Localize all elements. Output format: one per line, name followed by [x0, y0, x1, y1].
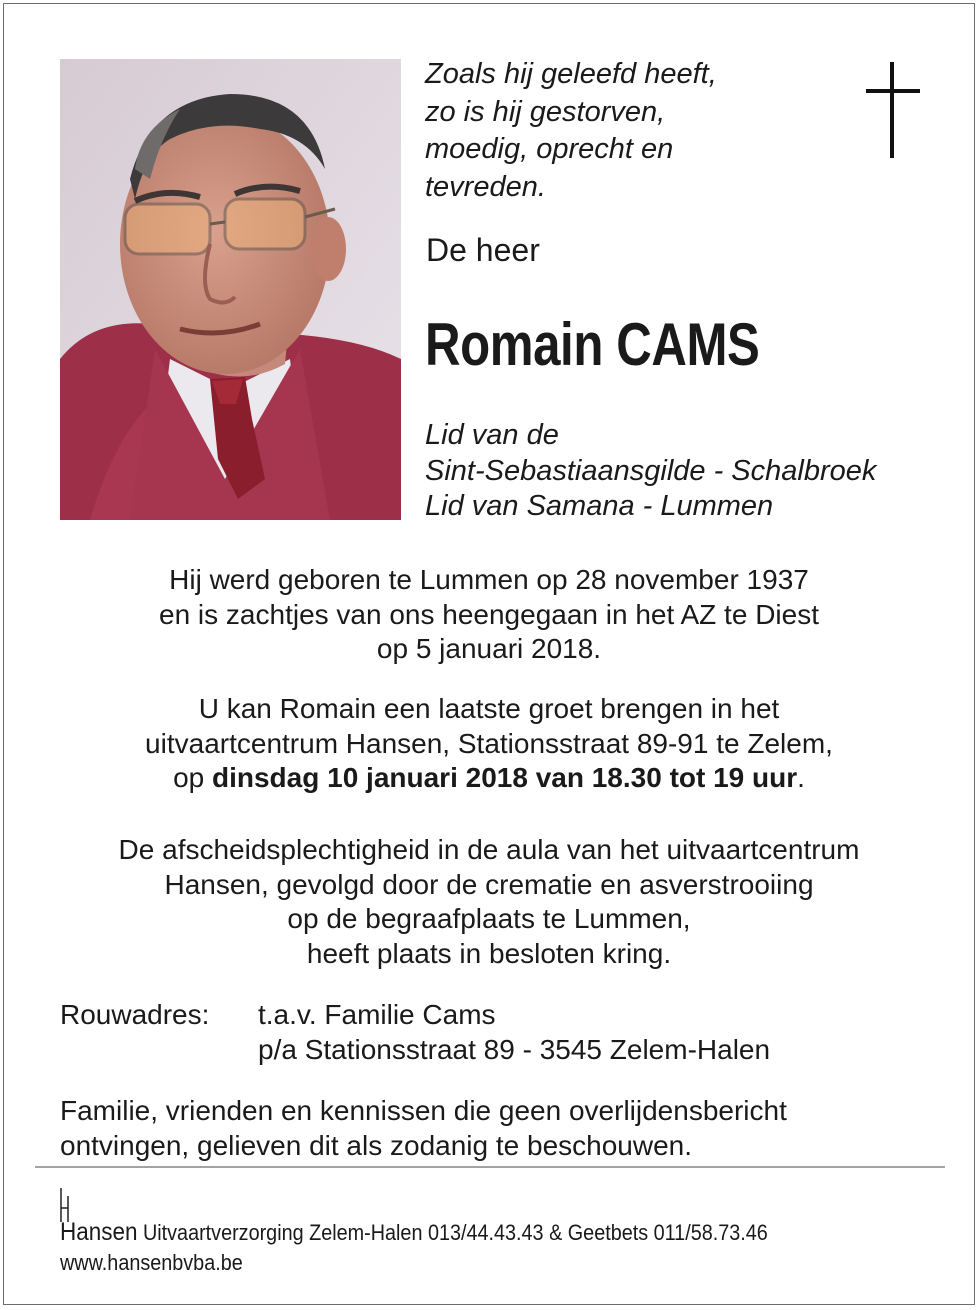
poem-line: Zoals hij geleefd heeft, [425, 58, 717, 90]
birth-death-paragraph [30, 563, 948, 667]
footer-contact [60, 1217, 768, 1248]
poem-quote [425, 56, 717, 206]
visit-date-line [30, 761, 948, 796]
birth-line: op 5 januari 2018. [376, 633, 602, 664]
notice-line: Familie, vrienden en kennissen die geen overlijdensbericht [60, 1095, 787, 1126]
poem-line: zo is hij gestorven, [425, 95, 666, 128]
address-block [258, 998, 770, 1067]
honorific: De heer [426, 232, 540, 268]
visit-suffix: . [797, 762, 805, 793]
deceased-name: Romain CAMS [425, 311, 760, 378]
membership-line: Lid van de [425, 419, 559, 451]
ceremony-line: De afscheidsplechtigheid in de aula van het uitvaartcentrum [118, 834, 860, 865]
address-label: Rouwadres: [60, 999, 210, 1030]
ceremony-line: heeft plaats in besloten kring. [306, 937, 672, 969]
cross-icon [890, 62, 894, 158]
address-line: p/a Stationsstraat 89 - 3545 Zelem-Halen [258, 1033, 771, 1065]
poem-line: tevreden. [425, 170, 546, 203]
membership-line: Sint-Sebastiaansgilde - Schalbroek [425, 454, 877, 487]
notice-line: ontvingen, gelieven dit als zodanig te beschouwen. [60, 1129, 692, 1161]
memberships [425, 418, 876, 525]
ceremony-paragraph [30, 833, 948, 971]
visit-line: U kan Romain een laatste groet brengen in het [198, 693, 780, 724]
birth-line: Hij werd geboren te Lummen op 28 november 1937 [169, 564, 809, 595]
website-link[interactable]: www.hansenbvba.be [60, 1250, 243, 1275]
ceremony-line: op de begraafplaats te Lummen, [287, 903, 691, 934]
birth-line: en is zachtjes van ons heengegaan in het AZ te Diest [159, 598, 819, 630]
poem-line: moedig, oprecht en [425, 133, 674, 165]
brand-name: Hansen [60, 1218, 138, 1246]
address-line: t.a.v. Familie Cams [258, 999, 496, 1030]
cross-icon-bar [866, 89, 920, 93]
notice-paragraph [60, 1094, 787, 1163]
visitation-paragraph [30, 692, 948, 796]
ceremony-line: Hansen, gevolgd door de crematie en asverstrooiing [164, 868, 814, 900]
membership-line: Lid van Samana - Lummen [425, 490, 774, 522]
visit-date-bold: dinsdag 10 januari 2018 van 18.30 tot 19 uur [212, 762, 798, 793]
footer-text: Uitvaartverzorging Zelem-Halen 013/44.43.43 & Geetbets 011/58.73.46 [142, 1220, 768, 1245]
portrait-photo [60, 59, 401, 520]
footer-divider [35, 1166, 945, 1168]
visit-line: uitvaartcentrum Hansen, Stationsstraat 89-91 te Zelem, [145, 727, 833, 759]
visit-prefix: op [173, 762, 212, 793]
